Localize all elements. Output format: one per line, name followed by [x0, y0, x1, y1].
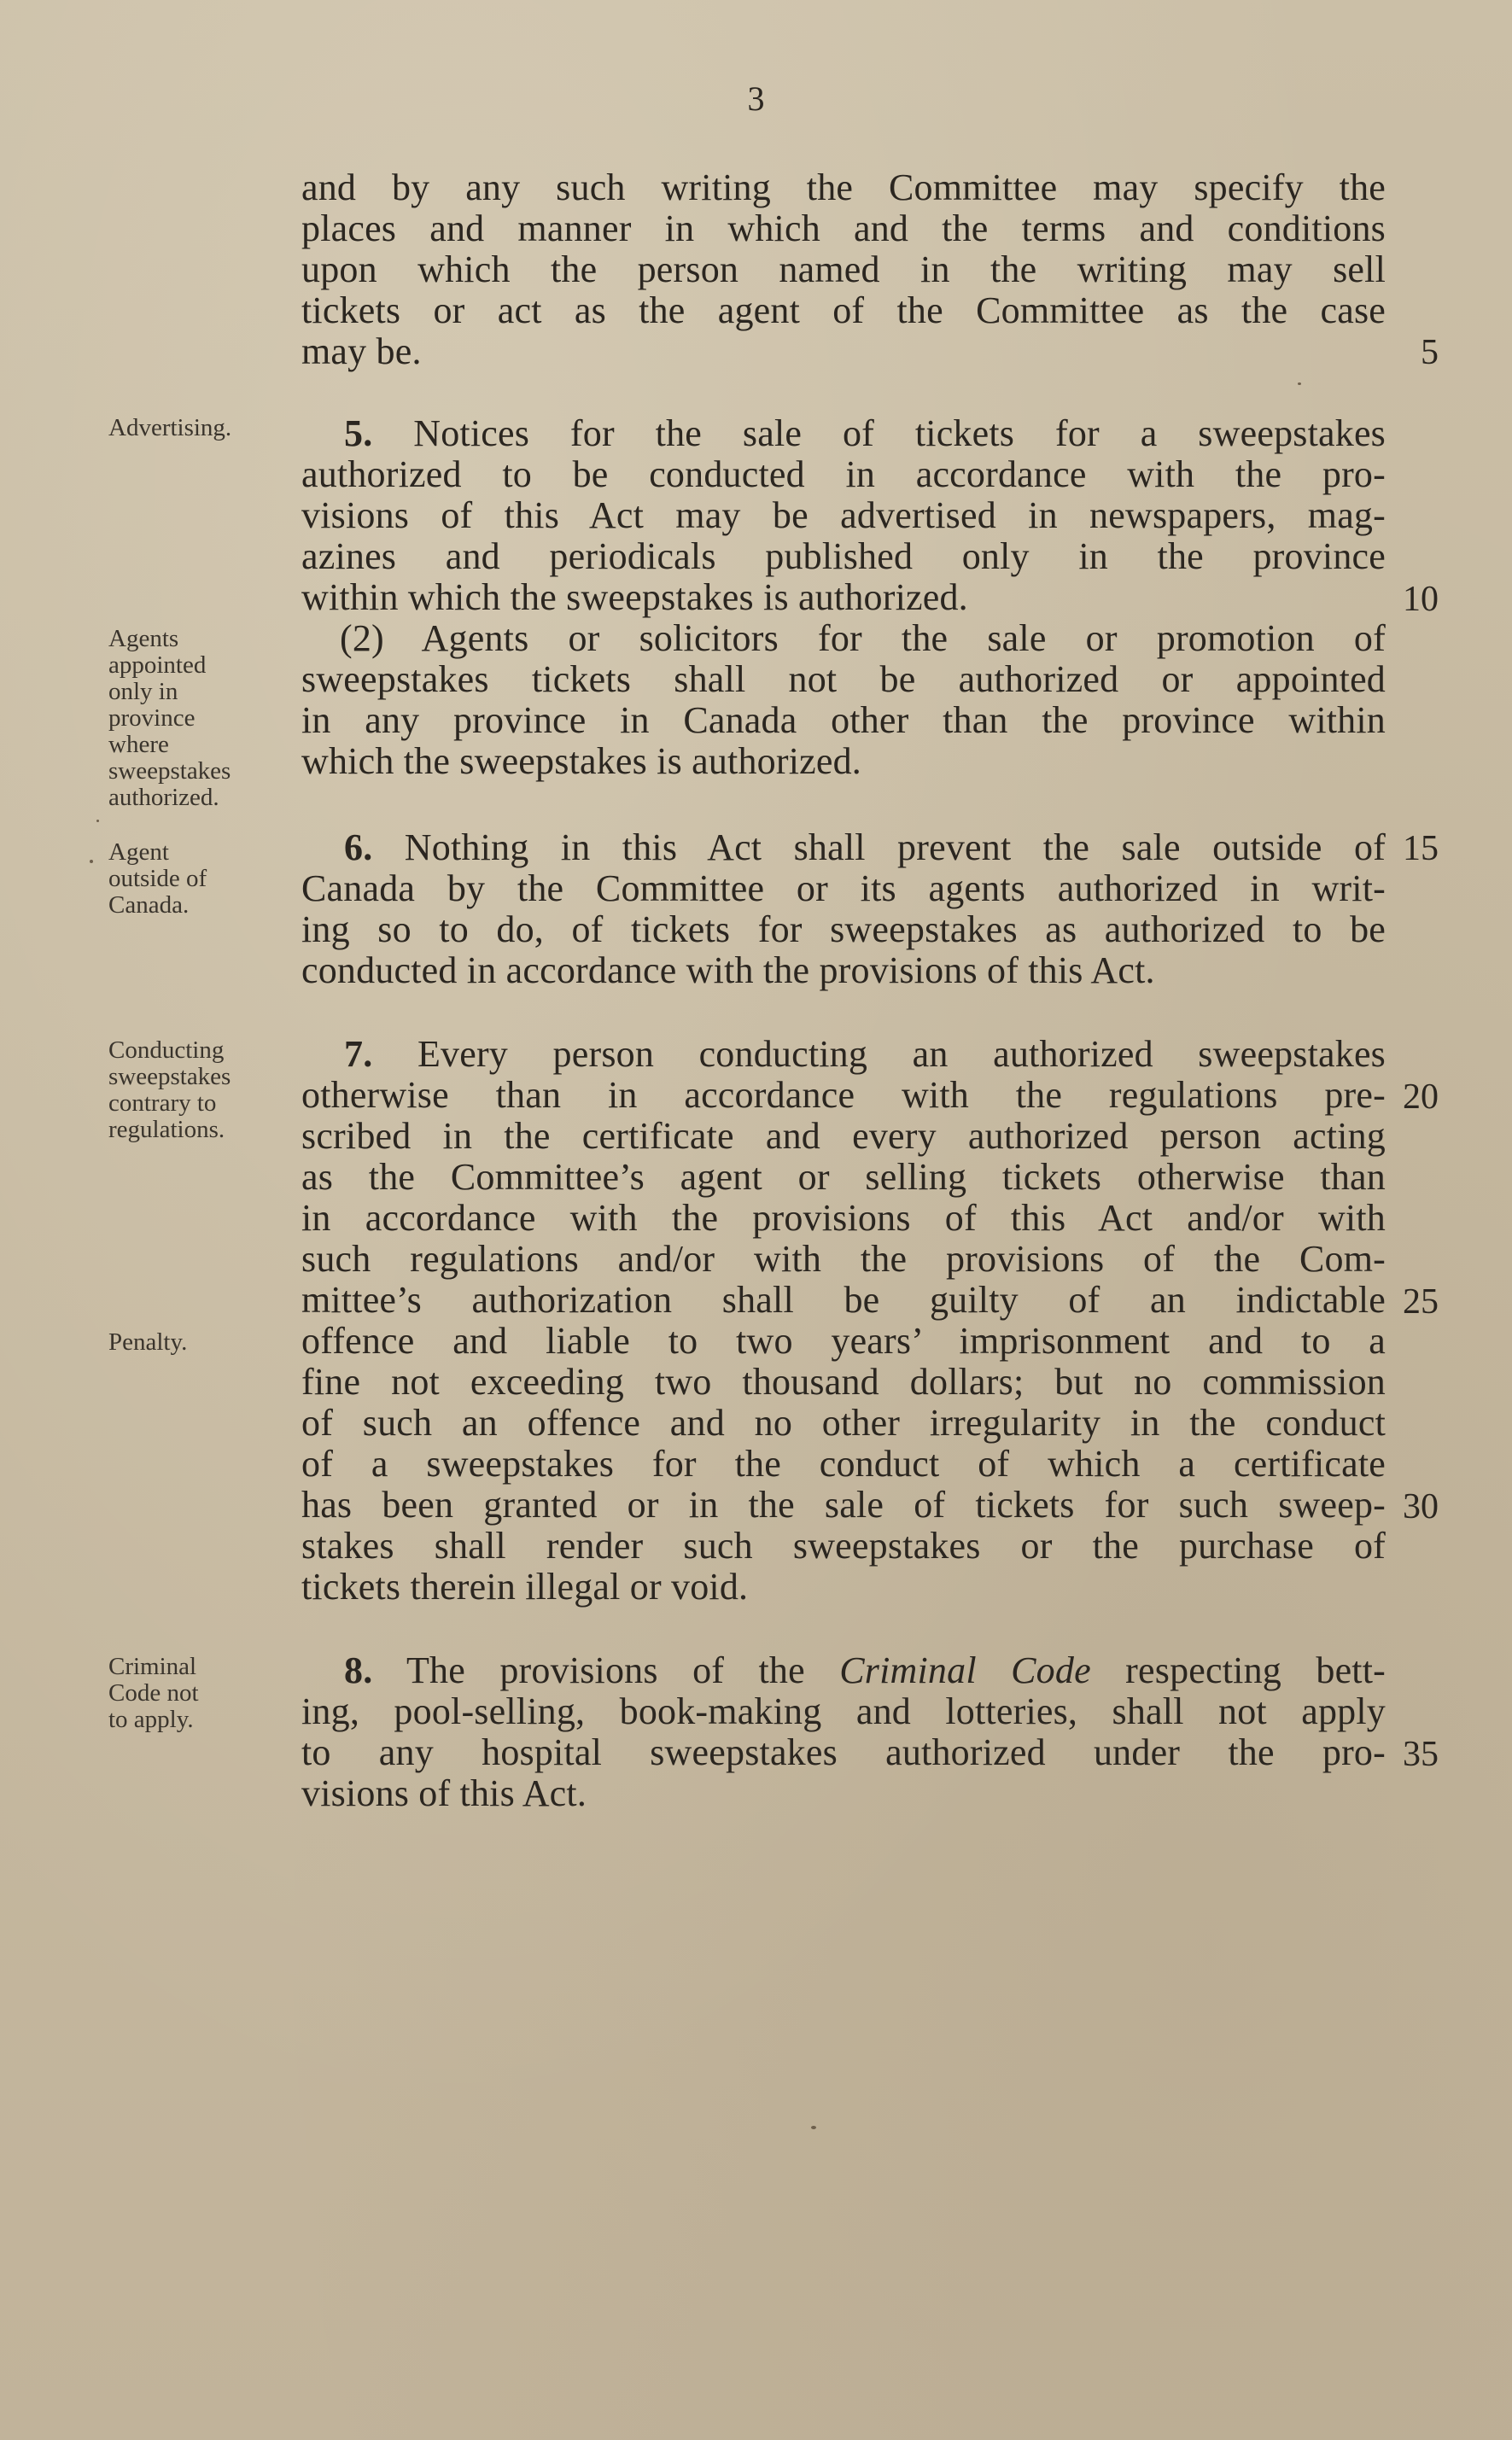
paper-speck — [811, 2126, 816, 2129]
margin-note-criminal-code: Criminal Code not to apply. — [108, 1653, 199, 1733]
body-line: ing so to do, of tickets for sweepstakes as authorized to be — [301, 908, 1386, 950]
section-number: 8. — [344, 1649, 373, 1691]
body-line: stakes shall render such sweepstakes or the purchase of — [301, 1525, 1386, 1567]
line-number: 10 — [1403, 580, 1439, 619]
body-line: in any province in Canada other than the province within — [301, 699, 1386, 741]
paper-speck — [90, 860, 93, 863]
section-5-first-line: 5. Notices for the sale of tickets for a sweepstakes — [344, 412, 1386, 454]
body-line: Canada by the Committee or its agents authorized in writ- — [301, 867, 1386, 909]
body-line: upon which the person named in the writing may sell — [301, 248, 1386, 290]
section-number: 6. — [344, 826, 373, 868]
body-line: mittee’s authorization shall be guilty of an indictable — [301, 1279, 1386, 1321]
section-7-first-line: 7. Every person conducting an authorized sweepstakes — [344, 1033, 1386, 1075]
italic-title: Criminal Code — [839, 1649, 1091, 1691]
body-line: tickets or act as the agent of the Committee as the case — [301, 289, 1386, 331]
section-6-first-line: 6. Nothing in this Act shall prevent the sale outside of — [344, 826, 1386, 868]
line-number: 20 — [1403, 1077, 1439, 1117]
paper-speck — [96, 820, 99, 822]
body-line: otherwise than in accordance with the regulations pre- — [301, 1074, 1386, 1116]
body-line: which the sweepstakes is authorized. — [301, 740, 862, 782]
body-line: of a sweepstakes for the conduct of which a certificate — [301, 1443, 1386, 1485]
body-line: as the Committee’s agent or selling tickets otherwise than — [301, 1156, 1386, 1198]
body-line: and by any such writing the Committee may specify the — [301, 166, 1386, 208]
body-line: ing, pool-selling, book-making and lotteries, shall not apply — [301, 1690, 1386, 1732]
margin-note-advertising: Advertising. — [108, 414, 232, 441]
line-number: 35 — [1403, 1735, 1439, 1774]
body-line: to any hospital sweepstakes authorized under the pro- — [301, 1731, 1386, 1773]
body-line: of such an offence and no other irregularity in the conduct — [301, 1402, 1386, 1444]
line-number: 5 — [1421, 333, 1439, 372]
section-number: 5. — [344, 412, 373, 454]
paper-speck — [1298, 382, 1301, 385]
body-line: fine not exceeding two thousand dollars; but no commission — [301, 1361, 1386, 1403]
page-number: 3 — [747, 79, 765, 118]
margin-note-agents-appointed: Agents appointed only in province where sweepstakes authorized. — [108, 625, 231, 811]
body-line: within which the sweepstakes is authorized. — [301, 576, 968, 618]
body-line: sweepstakes tickets shall not be authorized or appointed — [301, 658, 1386, 700]
body-line: in accordance with the provisions of this Act and/or with — [301, 1197, 1386, 1239]
body-line: places and manner in which and the terms and conditions — [301, 207, 1386, 249]
body-line: authorized to be conducted in accordance with the pro- — [301, 453, 1386, 495]
body-line: offence and liable to two years’ imprisonment and to a — [301, 1320, 1386, 1362]
line-number: 15 — [1403, 829, 1439, 868]
margin-note-conducting: Conducting sweepstakes contrary to regulations. — [108, 1036, 231, 1143]
body-line: conducted in accordance with the provisions of this Act. — [301, 949, 1155, 991]
body-line: may be. — [301, 330, 422, 372]
section-number: 7. — [344, 1033, 373, 1075]
body-line: such regulations and/or with the provisions of the Com- — [301, 1238, 1386, 1280]
margin-note-agent-outside: Agent outside of Canada. — [108, 838, 207, 919]
margin-note-penalty: Penalty. — [108, 1328, 188, 1356]
section-8-first-line: 8. The provisions of the Criminal Code respecting bett- — [344, 1649, 1386, 1691]
body-line: has been granted or in the sale of tickets for such sweep- — [301, 1484, 1386, 1526]
body-line: scribed in the certificate and every authorized person acting — [301, 1115, 1386, 1157]
line-number: 25 — [1403, 1282, 1439, 1322]
body-line: visions of this Act may be advertised in newspapers, mag- — [301, 494, 1386, 536]
subsection-line: (2) Agents or solicitors for the sale or promotion of — [340, 617, 1386, 659]
body-line: azines and periodicals published only in the province — [301, 535, 1386, 577]
body-line: tickets therein illegal or void. — [301, 1566, 749, 1608]
line-number: 30 — [1403, 1487, 1439, 1526]
body-line: visions of this Act. — [301, 1772, 587, 1814]
